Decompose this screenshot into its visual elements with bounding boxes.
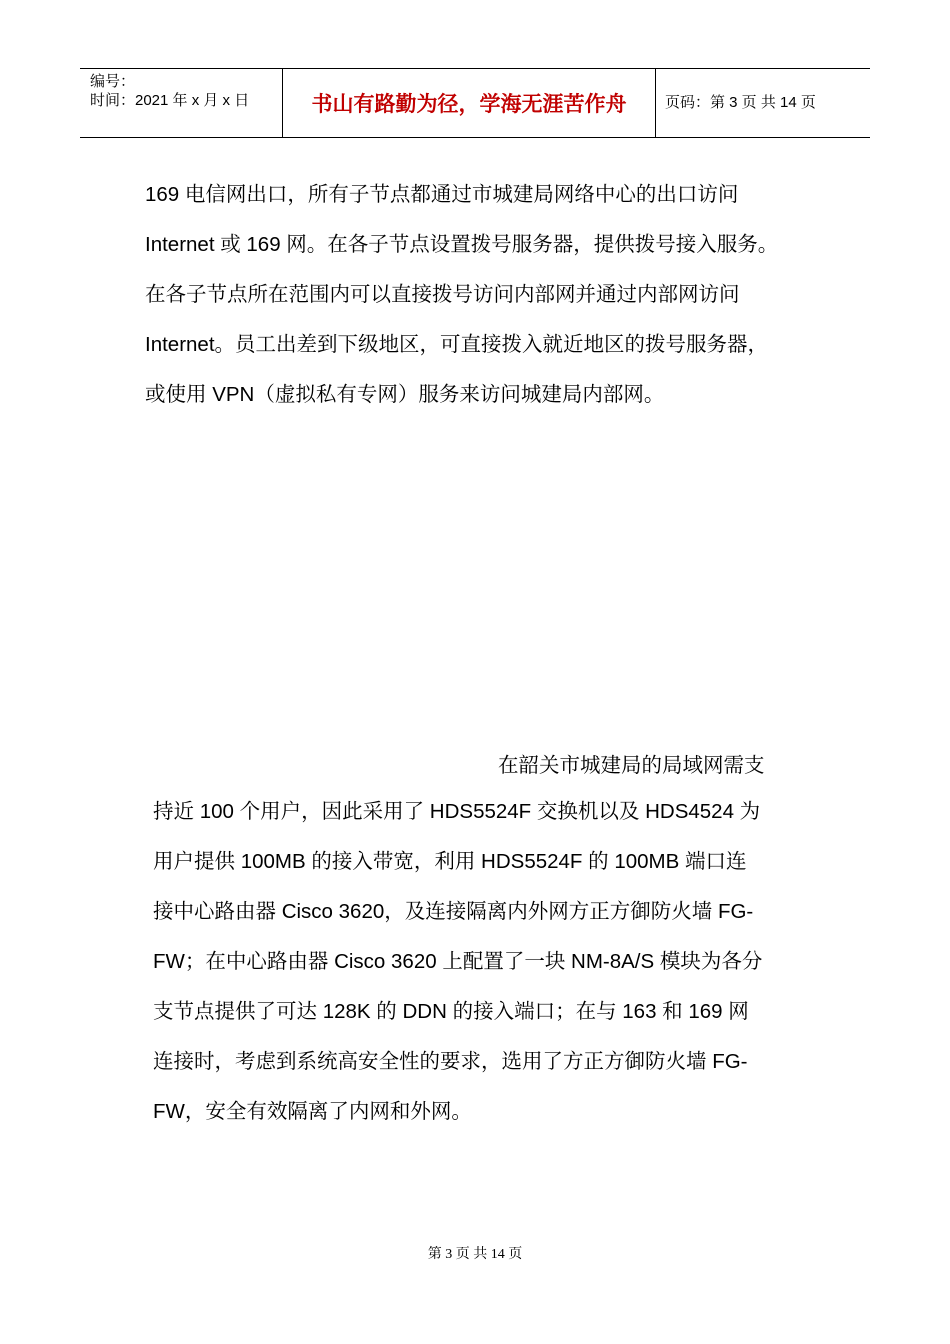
paragraph-line: 或使用 VPN（虚拟私有专网）服务来访问城建局内部网。: [145, 383, 665, 406]
document-header: [80, 68, 870, 138]
paragraph-line: Internet 或 169 网。在各子节点设置拨号服务器，提供拨号接入服务。: [145, 233, 779, 256]
header-meta-cell: [80, 69, 283, 137]
paragraph-line: 接中心路由器 Cisco 3620，及连接隔离内外网方正方御防火墙 FG-: [153, 900, 754, 923]
body-paragraph-2: [153, 787, 762, 1137]
header-page-info: 页码：第 3 页 共 14 页: [665, 94, 816, 111]
paragraph-line: FW；在中心路由器 Cisco 3620 上配置了一块 NM-8A/S 模块为各分: [153, 950, 763, 973]
paragraph-line: Internet。员工出差到下级地区，可直接拨入就近地区的拨号服务器，: [145, 333, 769, 356]
paragraph-line: FW，安全有效隔离了内网和外网。: [153, 1100, 472, 1123]
body-paragraph-2-first-line: 在韶关市城建局的局域网需支: [498, 754, 765, 777]
paragraph-line: 169 电信网出口，所有子节点都通过市城建局网络中心的出口访问: [145, 183, 739, 206]
paragraph-line: 在各子节点所在范围内可以直接拨号访问内部网并通过内部网访问: [145, 283, 740, 306]
doc-time-label: 时间：2021 年 x 月 x 日: [90, 92, 250, 109]
header-motto: 书山有路勤为径，学海无涯苦作舟: [311, 93, 627, 116]
paragraph-line: 连接时，考虑到系统高安全性的要求，选用了方正方御防火墙 FG-: [153, 1050, 748, 1073]
paragraph-line: 持近 100 个用户，因此采用了 HDS5524F 交换机以及 HDS4524 为: [153, 800, 761, 823]
body-paragraph-1: [145, 170, 778, 420]
header-motto-cell: [283, 69, 656, 137]
paragraph-line: 支节点提供了可达 128K 的 DDN 的接入端口；在与 163 和 169 网: [153, 1000, 749, 1023]
page-footer: 第 3 页 共 14 页: [427, 1247, 523, 1262]
header-page-cell: [656, 69, 870, 137]
doc-id-label: 编号：: [90, 73, 136, 90]
paragraph-line: 用户提供 100MB 的接入带宽，利用 HDS5524F 的 100MB 端口连: [153, 850, 747, 873]
